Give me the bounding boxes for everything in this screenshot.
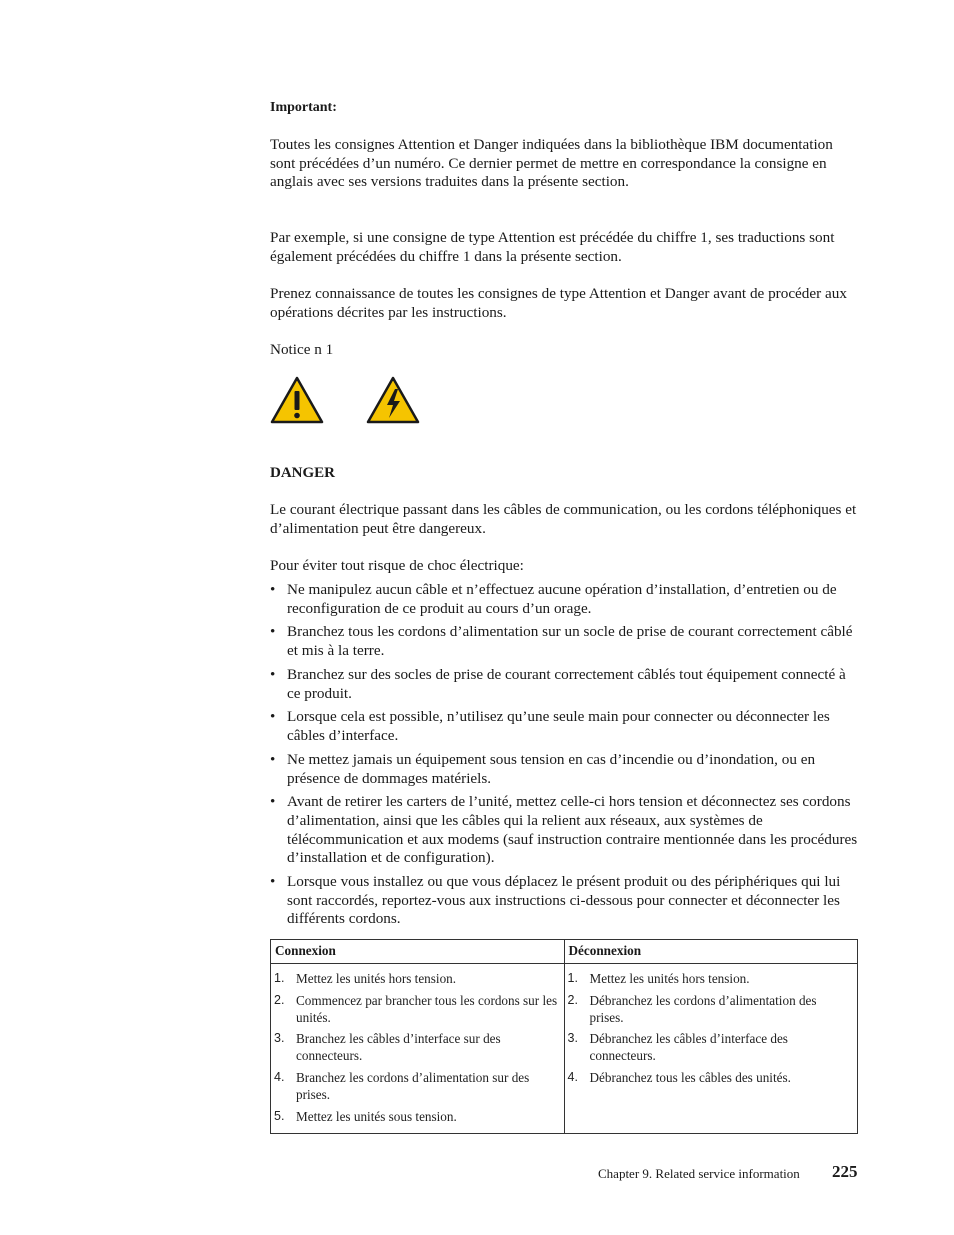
step-item: 4. Branchez les cordons d’alimentation sur des prises.: [274, 1070, 530, 1103]
list-item-text: Branchez tous les cordons d’alimentation sur un socle de prise de courant correctement câblé et mis à la terre.: [287, 623, 853, 660]
step-item: 4. Débranchez tous les câbles des unités.: [567, 1070, 791, 1086]
intro-paragraph: Toutes les consignes Attention et Danger indiquées dans la bibliothèque IBM documentation sont précédées d’un numéro. Ce dernier permet de mettre en correspondance la consigne en anglais avec ses versions traduites dans la présente section.: [270, 136, 833, 191]
step-item: 3. Débranchez les câbles d’interface des connecteurs.: [567, 1031, 788, 1064]
step-item: 5. Mettez les unités sous tension.: [274, 1108, 457, 1124]
example-paragraph: Par exemple, si une consigne de type Attention est précédée du chiffre 1, ses traductions sont également précédées du chiffre 1 dans la présente section.: [270, 229, 835, 265]
electrical-hazard-icon: [366, 376, 420, 424]
connection-table: [270, 939, 858, 1134]
notice-number: Notice n 1: [270, 341, 334, 358]
chapter-footer: Chapter 9. Related service information: [598, 1166, 800, 1181]
bullet-icon: •: [270, 873, 276, 891]
bullet-icon: •: [270, 623, 276, 641]
danger-heading: DANGER: [270, 465, 336, 481]
list-item: [270, 623, 862, 660]
list-item: [270, 666, 862, 703]
caution-warning-icon: [270, 376, 324, 424]
step-item: 1. Mettez les unités hors tension.: [567, 971, 750, 986]
connexion-header: Connexion: [271, 940, 565, 964]
bullet-icon: •: [270, 750, 276, 768]
list-item-text: Avant de retirer les carters de l’unité, mettez celle-ci hors tension et déconnectez ses cordons d’alimentation, ainsi que les câbles qui la relient aux réseaux, aux systèmes de télécommunication et aux modems (sauf instruction contraire mentionnée dans les procédures d’installation et de configuration).: [287, 793, 858, 867]
step-item: 2. Débranchez les cordons d’alimentation des prises.: [567, 992, 817, 1025]
step-item: 2. Commencez par brancher tous les cordons sur les unités.: [274, 992, 558, 1025]
list-item-text: Ne manipulez aucun câble et n’effectuez aucune opération d’installation, d’entretien ou de reconfiguration de ce produit au cours d’un orage.: [287, 581, 837, 617]
page-number: 225: [832, 1162, 858, 1181]
deconnexion-header: Déconnexion: [564, 940, 858, 964]
list-item: [270, 873, 862, 929]
bullet-icon: •: [270, 665, 276, 683]
deconnexion-steps: [568, 970, 854, 1086]
prevention-intro: Pour éviter tout risque de choc électrique:: [270, 557, 524, 574]
danger-text: Le courant électrique passant dans les câbles de communication, ou les cordons téléphoniques et d’alimentation peut être dangereux.: [270, 501, 857, 537]
connexion-steps-cell: [271, 964, 565, 1134]
list-item-text: Ne mettez jamais un équipement sous tension en cas d’incendie ou d’inondation, ou en présence de dommages matériels.: [287, 750, 816, 787]
list-item: [270, 793, 862, 867]
bullet-icon: •: [270, 793, 276, 811]
list-item: [270, 581, 862, 618]
step-item: 3. Branchez les câbles d’interface sur des connecteurs.: [274, 1031, 501, 1064]
bullet-icon: •: [270, 708, 276, 726]
important-heading: Important:: [270, 100, 337, 115]
list-item-text: Lorsque cela est possible, n’utilisez qu’une seule main pour connecter ou déconnecter les câbles d’interface.: [287, 708, 830, 745]
list-item: [270, 708, 862, 745]
safety-list: [270, 581, 862, 934]
list-item-text: Branchez sur des socles de prise de courant correctement câblés tout équipement connecté à ce produit.: [287, 665, 846, 702]
list-item: [270, 751, 862, 788]
list-item-text: Lorsque vous installez ou que vous déplacez le présent produit ou des périphériques qui lui sont raccordés, reportez-vous aux instructions ci-dessous pour connecter et déconnecter les différents cordons.: [287, 873, 841, 928]
read-notices-paragraph: Prenez connaissance de toutes les consignes de type Attention et Danger avant de procéder aux opérations décrites par les instructions.: [270, 285, 847, 321]
deconnexion-steps-cell: [564, 964, 858, 1134]
bullet-icon: •: [270, 581, 276, 598]
step-item: 1. Mettez les unités hors tension.: [274, 971, 457, 986]
connexion-steps: [274, 970, 560, 1125]
